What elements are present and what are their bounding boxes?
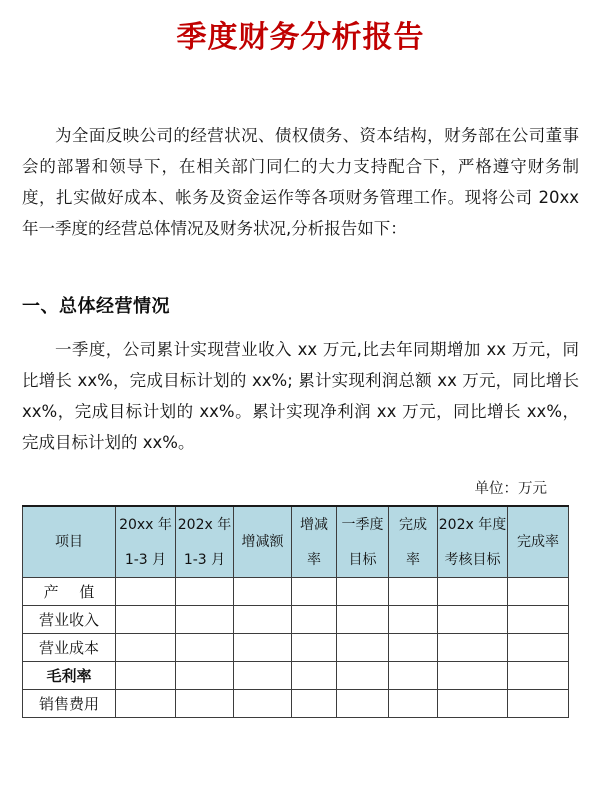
cell[interactable] (116, 662, 176, 690)
cell[interactable] (438, 578, 508, 606)
cell[interactable] (292, 662, 337, 690)
header-line-2: 考核目标 (444, 551, 501, 568)
cell[interactable] (389, 690, 438, 718)
cell[interactable] (116, 690, 176, 718)
table-body (23, 578, 569, 718)
header-line-2: 1-3 月 (183, 551, 226, 568)
cell[interactable] (116, 606, 176, 634)
cell[interactable] (508, 690, 569, 718)
cell[interactable] (176, 578, 234, 606)
row-label-operating-revenue: 营业收入 (23, 606, 116, 634)
cell[interactable] (389, 578, 438, 606)
header-line-1: 一季度 (341, 516, 384, 533)
cell[interactable] (389, 662, 438, 690)
table-row (23, 606, 569, 634)
cell[interactable] (176, 606, 234, 634)
row-label-selling-expense: 销售费用 (23, 690, 116, 718)
table-row (23, 578, 569, 606)
table-row (23, 690, 569, 718)
cell[interactable] (389, 606, 438, 634)
table-unit-note: 单位：万元 (474, 481, 547, 497)
table-row (23, 662, 569, 690)
table-header-cell-change-amount (234, 506, 292, 578)
cell[interactable] (438, 662, 508, 690)
financial-summary-table (22, 505, 569, 718)
cell[interactable] (116, 578, 176, 606)
table-header-cell-prev-year (116, 506, 176, 578)
header-line-1: 项目 (55, 534, 83, 550)
row-label-output-value: 产 值 (23, 578, 116, 606)
table-header-cell-curr-year (176, 506, 234, 578)
header-line-1: 202x 年度 (438, 516, 507, 533)
cell[interactable] (438, 690, 508, 718)
table-header-cell-annual-completion-rate (508, 506, 569, 578)
table-row (23, 634, 569, 662)
header-line-1: 20xx 年 (119, 516, 172, 533)
header-line-2: 目标 (348, 551, 377, 568)
cell[interactable] (337, 606, 389, 634)
cell[interactable] (234, 662, 292, 690)
table-header-cell-item (23, 506, 116, 578)
table-header-row (23, 506, 569, 578)
table-header-cell-change-rate (292, 506, 337, 578)
section-paragraph: 一季度，公司累计实现营业收入 xx 万元,比去年同期增加 xx 万元，同比增长 xx%，完成目标计划的 xx%; 累计实现利润总额 xx 万元，同比增长 xx%，完成目标计划的 xx%。累计实现净利润 xx 万元，同比增长 xx%，完成目标计划的 xx%。 (22, 340, 579, 452)
header-line-1: 增减额 (241, 534, 284, 550)
row-label-operating-cost: 营业成本 (23, 634, 116, 662)
cell[interactable] (337, 634, 389, 662)
cell[interactable] (176, 662, 234, 690)
cell[interactable] (292, 578, 337, 606)
cell[interactable] (337, 690, 389, 718)
header-line-1: 完成率 (517, 534, 559, 550)
cell[interactable] (176, 634, 234, 662)
section-heading-overall-operations: 一、总体经营情况 (22, 296, 170, 317)
cell[interactable] (176, 690, 234, 718)
cell[interactable] (389, 634, 438, 662)
cell[interactable] (292, 634, 337, 662)
cell[interactable] (337, 662, 389, 690)
page-title: 季度财务分析报告 (176, 20, 425, 55)
heading-gap (22, 320, 579, 334)
header-line-1: 完成 (399, 516, 427, 533)
table-header-cell-annual-target (438, 506, 508, 578)
header-line-2: 率 (307, 551, 321, 568)
cell[interactable] (234, 606, 292, 634)
header-line-2: 率 (406, 551, 420, 568)
title-spacer (22, 58, 579, 120)
cell[interactable] (508, 578, 569, 606)
row-label-gross-margin: 毛利率 (23, 662, 116, 690)
cell[interactable] (292, 606, 337, 634)
cell[interactable] (508, 634, 569, 662)
header-line-1: 增减 (300, 516, 328, 533)
table-header-cell-completion-rate (389, 506, 438, 578)
cell[interactable] (438, 634, 508, 662)
cell[interactable] (116, 634, 176, 662)
cell[interactable] (337, 578, 389, 606)
header-line-1: 202x 年 (177, 516, 232, 533)
cell[interactable] (508, 662, 569, 690)
cell[interactable] (438, 606, 508, 634)
cell[interactable] (234, 690, 292, 718)
table-header-cell-quarter-target (337, 506, 389, 578)
cell[interactable] (234, 634, 292, 662)
cell[interactable] (508, 606, 569, 634)
intro-paragraph: 为全面反映公司的经营状况、债权债务、资本结构，财务部在公司董事会的部署和领导下，在相关部门同仁的大力支持配合下，严格遵守财务制度，扎实做好成本、帐务及资金运作等各项财务管理工作。现将公司 20xx 年一季度的经营总体情况及财务状况,分析报告如下： (22, 126, 579, 238)
header-line-2: 1-3 月 (124, 551, 167, 568)
cell[interactable] (292, 690, 337, 718)
cell[interactable] (234, 578, 292, 606)
heading-spacer (22, 244, 579, 294)
